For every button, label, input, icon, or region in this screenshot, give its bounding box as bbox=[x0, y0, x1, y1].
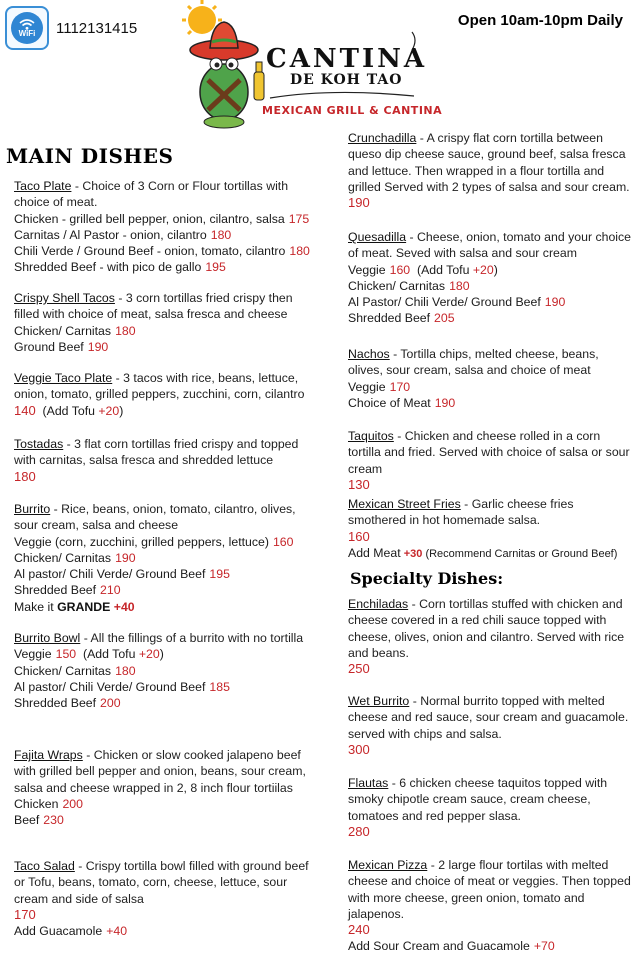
menu-item-mexican-street-fries bbox=[348, 496, 631, 562]
item-description: - 3 corn tortillas fried crispy then filled with choice of meat, salsa fresca and cheese bbox=[14, 291, 293, 322]
price-row bbox=[14, 663, 314, 679]
price-row bbox=[14, 550, 314, 566]
menu-item-fajita-wraps bbox=[14, 747, 314, 828]
logo-subtitle: DE KOH TAO bbox=[290, 72, 403, 88]
bottle-icon bbox=[254, 62, 264, 100]
price-row bbox=[348, 195, 631, 211]
menu-item-flautas bbox=[348, 775, 631, 840]
row-label: Carnitas / Al Pastor - onion, cilantro bbox=[14, 227, 207, 242]
opening-hours: Open 10am-10pm Daily bbox=[457, 12, 623, 29]
menu-item-veggie-taco-plate bbox=[14, 370, 314, 419]
row-price: 200 bbox=[62, 796, 83, 811]
row-price: 190 bbox=[87, 339, 109, 354]
item-price: 280 bbox=[348, 823, 370, 839]
grande-prefix: Make it bbox=[14, 599, 58, 614]
menu-item-burrito bbox=[14, 501, 314, 615]
row-label: Chicken/ Carnitas bbox=[14, 663, 112, 678]
item-description: - Crispy tortilla bowl filled with ground beef or Tofu, beans, tomato, corn, cheese, lettuce, sour cream and side of salsa bbox=[14, 859, 309, 906]
menu-item-crispy-shell-tacos bbox=[14, 290, 314, 355]
row-label: Shredded Beef - with pico de gallo bbox=[14, 260, 202, 275]
row-label: Al Pastor/ Chili Verde/ Ground Beef bbox=[348, 295, 541, 310]
row-label: Ground Beef bbox=[14, 339, 84, 354]
wifi-label: WiFi bbox=[18, 28, 36, 38]
row-label: Shredded Beef bbox=[348, 311, 431, 326]
item-price: 240 bbox=[348, 922, 370, 938]
add-price: +30 bbox=[403, 547, 423, 560]
row-label: Choice of Meat bbox=[348, 395, 431, 410]
row-label: Veggie (corn, zucchini, grilled peppers, lettuce) bbox=[14, 534, 269, 549]
row-price: 195 bbox=[205, 260, 226, 275]
add-meat-row bbox=[348, 545, 631, 562]
price-row bbox=[14, 796, 314, 812]
item-description: - Garlic cheese fries smothered in hot homemade salsa. bbox=[348, 497, 574, 528]
item-name: Crispy Shell Tacos bbox=[14, 291, 115, 305]
addon-label: (Add Tofu bbox=[42, 403, 99, 418]
row-label: Beef bbox=[14, 813, 40, 828]
addon-price: +20 bbox=[98, 403, 120, 418]
price-row bbox=[14, 679, 314, 695]
item-name: Taco Salad bbox=[14, 859, 75, 873]
menu-item-nachos bbox=[348, 346, 631, 411]
item-price: 160 bbox=[348, 528, 370, 544]
price-row bbox=[14, 566, 314, 582]
menu-item-burrito-bowl bbox=[14, 630, 314, 711]
extra-price: +70 bbox=[533, 939, 555, 954]
add-label: Add Meat bbox=[348, 545, 401, 560]
row-price: 190 bbox=[115, 550, 136, 565]
row-label: Chicken/ Carnitas bbox=[14, 323, 112, 338]
addon-label: (Add Tofu bbox=[417, 262, 473, 277]
item-price: 190 bbox=[348, 195, 370, 211]
item-description: - 3 flat corn tortillas fried crispy and topped with carnitas, salsa fresca and shredded lettuce bbox=[14, 437, 299, 468]
price-row bbox=[348, 922, 631, 938]
price-row bbox=[348, 278, 631, 294]
item-name: Taco Plate bbox=[14, 179, 72, 193]
main-dishes-title: MAIN DISHES bbox=[6, 144, 174, 168]
row-price: 190 bbox=[434, 395, 456, 410]
row-label: Chicken - grilled bell pepper, onion, cilantro, salsa bbox=[14, 211, 285, 226]
item-name: Fajita Wraps bbox=[14, 748, 83, 762]
row-price: 180 bbox=[115, 663, 136, 678]
price-row bbox=[348, 661, 631, 677]
row-price: 160 bbox=[389, 262, 411, 277]
row-label: Shredded Beef bbox=[14, 696, 97, 711]
item-description: - 3 tacos with rice, beans, lettuce, onion, tomato, grilled peppers, zucchini, corn, cilantro bbox=[14, 371, 305, 402]
wifi-password: 1112131415 bbox=[56, 20, 138, 37]
grande-row bbox=[14, 599, 314, 615]
item-name: Veggie Taco Plate bbox=[14, 371, 113, 385]
item-price: 250 bbox=[348, 661, 370, 677]
price-row bbox=[348, 310, 631, 326]
item-description: - Chicken and cheese rolled in a corn tortilla and fried. Served with choice of salsa or sour cream bbox=[348, 429, 630, 476]
price-row bbox=[14, 323, 314, 339]
addon-close: ) bbox=[119, 403, 124, 418]
addon-label: (Add Tofu bbox=[83, 647, 139, 662]
item-description: - All the fillings of a burrito with no tortilla bbox=[80, 631, 304, 645]
row-price: 180 bbox=[289, 244, 310, 259]
turtle-mascot-icon bbox=[200, 58, 248, 128]
menu-item-tostadas bbox=[14, 436, 314, 485]
item-description: - Corn tortillas stuffed with chicken and cheese covered in a red chili sauce topped with cheese, olives, onion and cilantro. Served with rice and beans. bbox=[348, 597, 625, 660]
menu-item-mexican-pizza bbox=[348, 857, 631, 955]
item-price: 300 bbox=[348, 741, 370, 757]
price-row bbox=[348, 824, 631, 840]
item-price: 170 bbox=[14, 906, 36, 922]
logo-tagline: MEXICAN GRILL & CANTINA bbox=[262, 104, 443, 117]
row-label: Veggie bbox=[348, 262, 386, 277]
row-label: Al pastor/ Chili Verde/ Ground Beef bbox=[14, 567, 206, 582]
row-label: Al pastor/ Chili Verde/ Ground Beef bbox=[14, 679, 206, 694]
price-row bbox=[348, 294, 631, 310]
row-price: 150 bbox=[55, 647, 77, 662]
menu-item-enchiladas bbox=[348, 596, 631, 677]
item-name: Burrito bbox=[14, 502, 51, 516]
price-row bbox=[348, 529, 631, 545]
extra-row bbox=[348, 938, 631, 954]
extra-label: Add Guacamole bbox=[14, 924, 103, 939]
price-row bbox=[348, 262, 631, 278]
row-label: Chili Verde / Ground Beef - onion, tomato, cilantro bbox=[14, 244, 286, 259]
addon-price: +20 bbox=[472, 262, 494, 277]
row-label: Veggie bbox=[348, 379, 386, 394]
item-name: Flautas bbox=[348, 776, 389, 790]
price-row bbox=[14, 646, 314, 662]
item-name: Crunchadilla bbox=[348, 131, 417, 145]
price-row bbox=[14, 907, 314, 923]
price-row bbox=[348, 395, 631, 411]
row-price: 230 bbox=[43, 813, 64, 828]
specialty-dishes-title: Specialty Dishes: bbox=[350, 569, 504, 588]
extra-row bbox=[14, 923, 314, 939]
price-row bbox=[14, 339, 314, 355]
row-price: 170 bbox=[389, 379, 411, 394]
item-description: - Normal burrito topped with melted cheese and red sauce, sour cream and guacamole. served with chips and salsa. bbox=[348, 694, 629, 741]
row-price: 180 bbox=[210, 227, 232, 242]
wifi-icon bbox=[11, 12, 43, 44]
item-name: Mexican Street Fries bbox=[348, 497, 461, 511]
menu-item-taquitos bbox=[348, 428, 631, 493]
row-price: 180 bbox=[449, 278, 470, 293]
menu-item-wet-burrito bbox=[348, 693, 631, 758]
grande-price: +40 bbox=[113, 599, 135, 614]
item-name: Enchiladas bbox=[348, 597, 409, 611]
item-price: 180 bbox=[14, 468, 36, 484]
price-row bbox=[14, 259, 314, 275]
price-row bbox=[14, 211, 314, 227]
item-name: Quesadilla bbox=[348, 230, 407, 244]
menu-item-taco-salad bbox=[14, 858, 314, 939]
item-price: 140 bbox=[14, 402, 36, 418]
wifi-signal-icon bbox=[19, 19, 35, 30]
item-name: Taquitos bbox=[348, 429, 394, 443]
row-label: Shredded Beef bbox=[14, 583, 97, 598]
menu-item-crunchadilla bbox=[348, 130, 631, 211]
row-price: 210 bbox=[100, 583, 121, 598]
item-description: - 6 chicken cheese taquitos topped with smoky chipotle cream sauce, cream cheese, tomatoes and red pepper slasa. bbox=[348, 776, 608, 823]
row-price: 190 bbox=[544, 295, 566, 310]
row-price: 200 bbox=[100, 696, 121, 711]
wifi-badge bbox=[5, 6, 49, 50]
price-row bbox=[14, 695, 314, 711]
grande-word: GRANDE bbox=[57, 599, 111, 614]
row-label: Chicken/ Carnitas bbox=[348, 278, 446, 293]
item-name: Burrito Bowl bbox=[14, 631, 81, 645]
row-price: 185 bbox=[209, 679, 230, 694]
row-label: Chicken bbox=[14, 796, 59, 811]
row-label: Veggie bbox=[14, 647, 52, 662]
price-row bbox=[14, 227, 314, 243]
item-description: - Tortilla chips, melted cheese, beans, olives, sour cream, salsa and choice of meat bbox=[348, 347, 599, 378]
row-price: 175 bbox=[288, 211, 310, 226]
menu-item-taco-plate bbox=[14, 178, 314, 276]
price-row bbox=[14, 243, 314, 259]
row-price: 180 bbox=[115, 323, 136, 338]
price-row bbox=[14, 469, 314, 485]
extra-price: +40 bbox=[106, 924, 128, 939]
price-row bbox=[14, 582, 314, 598]
row-price: 160 bbox=[272, 534, 294, 549]
add-note: (Recommend Carnitas or Ground Beef) bbox=[425, 547, 618, 560]
addon-price: +20 bbox=[138, 647, 160, 662]
item-description: - Cheese, onion, tomato and your choice of meat. Seved with salsa and sour cream bbox=[348, 230, 631, 261]
item-description: - Choice of 3 Corn or Flour tortillas with choice of meat. bbox=[14, 179, 289, 210]
logo-name: CANTINA bbox=[266, 44, 428, 74]
price-row bbox=[14, 534, 314, 550]
price-row bbox=[348, 742, 631, 758]
price-row bbox=[348, 477, 631, 493]
item-price: 130 bbox=[348, 476, 370, 492]
addon-close: ) bbox=[159, 647, 164, 662]
addon-close: ) bbox=[493, 262, 498, 277]
item-description: - A crispy flat corn tortilla between queso dip cheese sauce, ground beef, salsa fresca and lettuce. Then wrapped in a flour tortilla and grilled Served with 2 types of salsa and sour cream. bbox=[348, 131, 630, 194]
item-name: Wet Burrito bbox=[348, 694, 410, 708]
extra-label: Add Sour Cream and Guacamole bbox=[348, 939, 530, 954]
price-row bbox=[348, 379, 631, 395]
row-label: Chicken/ Carnitas bbox=[14, 550, 112, 565]
row-price: 195 bbox=[209, 567, 230, 582]
menu-item-quesadilla bbox=[348, 229, 631, 327]
price-row bbox=[14, 403, 314, 419]
price-row bbox=[14, 812, 314, 828]
item-name: Tostadas bbox=[14, 437, 64, 451]
item-name: Nachos bbox=[348, 347, 390, 361]
item-description: - Rice, beans, onion, tomato, cilantro, olives, sour cream, salsa and cheese bbox=[14, 502, 296, 533]
item-name: Mexican Pizza bbox=[348, 858, 428, 872]
item-description: - 2 large flour tortilas with melted cheese and choice of meat or veggies. Then topped with more cheese, green onion, tomato and jalapenos. bbox=[348, 858, 631, 921]
item-description: - Chicken or slow cooked jalapeno beef with grilled bell pepper and onion, beans, sour cream, salsa and cheese wrapped in 2, 8 inch flour tortiilas bbox=[14, 748, 306, 795]
row-price: 205 bbox=[434, 311, 455, 326]
